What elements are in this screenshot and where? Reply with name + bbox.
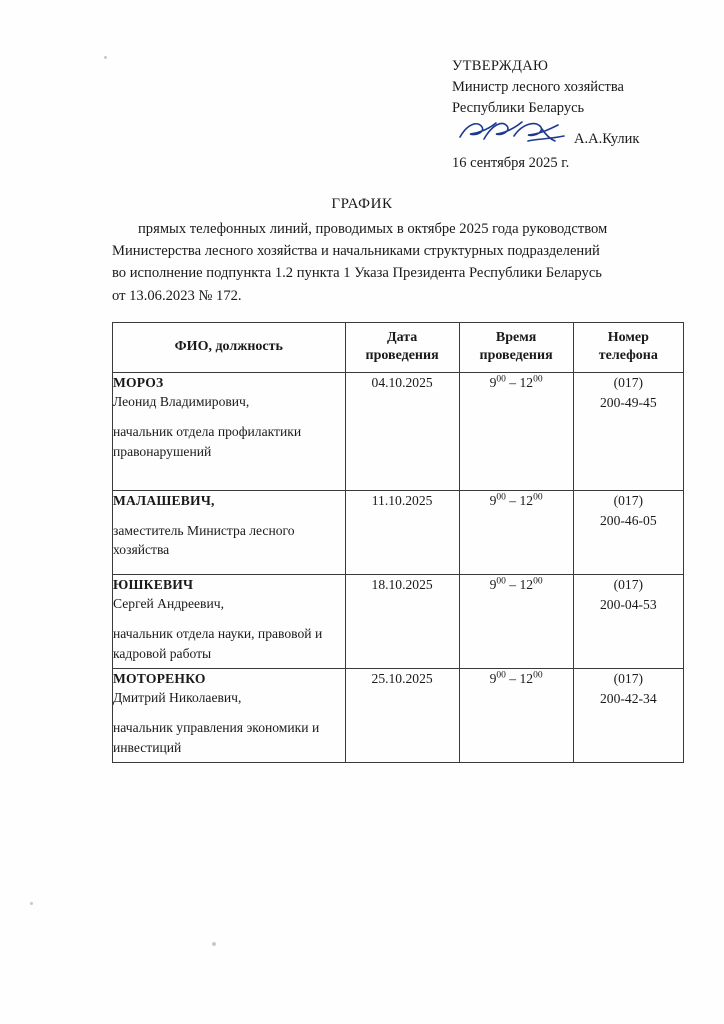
handwritten-signature-icon [454, 117, 574, 147]
cell-person [113, 574, 346, 668]
column-header-name-line1: ФИО, должность [174, 338, 283, 354]
column-header-name [113, 323, 346, 373]
page-title: ГРАФИК [331, 196, 393, 212]
time-from-sup: 00 [496, 492, 506, 503]
person-given-name: Дмитрий Николаевич, [113, 690, 242, 706]
cell-time [459, 668, 573, 762]
column-header-time [459, 323, 573, 373]
scan-speck [30, 902, 33, 905]
person-position: заместитель Министра лесного хозяйства [113, 523, 295, 558]
column-header-phone-line1: Номер [607, 330, 649, 345]
intro-paragraph [112, 218, 690, 307]
person-surname: ЮШКЕВИЧ [113, 576, 194, 592]
signatory-name: А.А.Кулик [574, 131, 640, 148]
approval-line-1: Министр лесного хозяйства [452, 79, 624, 96]
column-header-phone-line2: телефона [598, 347, 658, 363]
column-header-time-line2: проведения [479, 347, 553, 363]
person-position: начальник отдела науки, правовой и кадровой работы [113, 626, 323, 661]
table-row [113, 490, 684, 574]
cell-time [459, 372, 573, 490]
cell-date: 11.10.2025 [345, 490, 459, 574]
person-given-name: Сергей Андреевич, [113, 596, 224, 612]
scan-speck [212, 942, 216, 946]
cell-date: 25.10.2025 [345, 668, 459, 762]
table-header-row [113, 323, 684, 373]
phone-area-code: (017) [613, 492, 644, 508]
cell-person [113, 372, 346, 490]
phone-area-code: (017) [613, 670, 644, 686]
time-dash: – [505, 374, 520, 390]
person-position: начальник управления экономики и инвестиций [113, 720, 320, 755]
table-row [113, 574, 684, 668]
scan-speck [104, 56, 107, 59]
phone-number: 200-46-05 [599, 512, 657, 528]
column-header-phone [573, 323, 683, 373]
person-surname: МОТОРЕНКО [113, 670, 206, 686]
signature-row [452, 121, 702, 151]
cell-phone [573, 668, 683, 762]
phone-number: 200-42-34 [599, 690, 657, 706]
column-header-time-line1: Время [495, 330, 537, 345]
time-from: 9 [489, 492, 497, 508]
time-dash: – [505, 576, 520, 592]
intro-line-3: во исполнение подпункта 1.2 пункта 1 Указа Президента Республики Беларусь [112, 265, 602, 282]
person-surname: МОРОЗ [113, 374, 164, 390]
table-row [113, 668, 684, 762]
approval-date: 16 сентября 2025 г. [452, 155, 570, 172]
cell-phone [573, 574, 683, 668]
approval-block [452, 56, 702, 174]
schedule-table [112, 322, 684, 763]
time-dash: – [505, 492, 520, 508]
time-to: 12 [519, 492, 534, 508]
time-from: 9 [489, 374, 497, 390]
time-to-sup: 00 [533, 576, 543, 587]
time-from-sup: 00 [496, 576, 506, 587]
intro-line-4: от 13.06.2023 № 172. [112, 287, 242, 304]
column-header-date [345, 323, 459, 373]
person-given-name: Леонид Владимирович, [113, 394, 250, 410]
phone-area-code: (017) [613, 374, 644, 390]
time-from-sup: 00 [496, 374, 506, 385]
time-dash: – [505, 670, 520, 686]
column-header-date-line2: проведения [365, 347, 439, 363]
cell-person [113, 490, 346, 574]
cell-person [113, 668, 346, 762]
cell-date: 04.10.2025 [345, 372, 459, 490]
cell-phone [573, 372, 683, 490]
cell-phone [573, 490, 683, 574]
person-surname: МАЛАШЕВИЧ, [113, 492, 215, 508]
person-position: начальник отдела профилактики правонарушений [113, 424, 302, 459]
approval-heading: УТВЕРЖДАЮ [452, 58, 549, 74]
intro-line-2: Министерства лесного хозяйства и начальниками структурных подразделений [112, 243, 600, 260]
phone-number: 200-49-45 [599, 394, 657, 410]
time-to-sup: 00 [533, 492, 543, 503]
cell-time [459, 490, 573, 574]
approval-line-2: Республики Беларусь [452, 100, 585, 117]
time-to: 12 [519, 576, 534, 592]
cell-time [459, 574, 573, 668]
column-header-date-line1: Дата [386, 330, 418, 345]
phone-number: 200-04-53 [599, 596, 657, 612]
phone-area-code: (017) [613, 576, 644, 592]
time-to: 12 [519, 374, 534, 390]
intro-line-1: прямых телефонных линий, проводимых в октябре 2025 года руководством [138, 221, 608, 237]
time-from: 9 [489, 670, 497, 686]
time-to-sup: 00 [533, 374, 543, 385]
time-from-sup: 00 [496, 670, 506, 681]
table-row [113, 372, 684, 490]
cell-date: 18.10.2025 [345, 574, 459, 668]
time-to: 12 [519, 670, 534, 686]
time-from: 9 [489, 576, 497, 592]
time-to-sup: 00 [533, 670, 543, 681]
